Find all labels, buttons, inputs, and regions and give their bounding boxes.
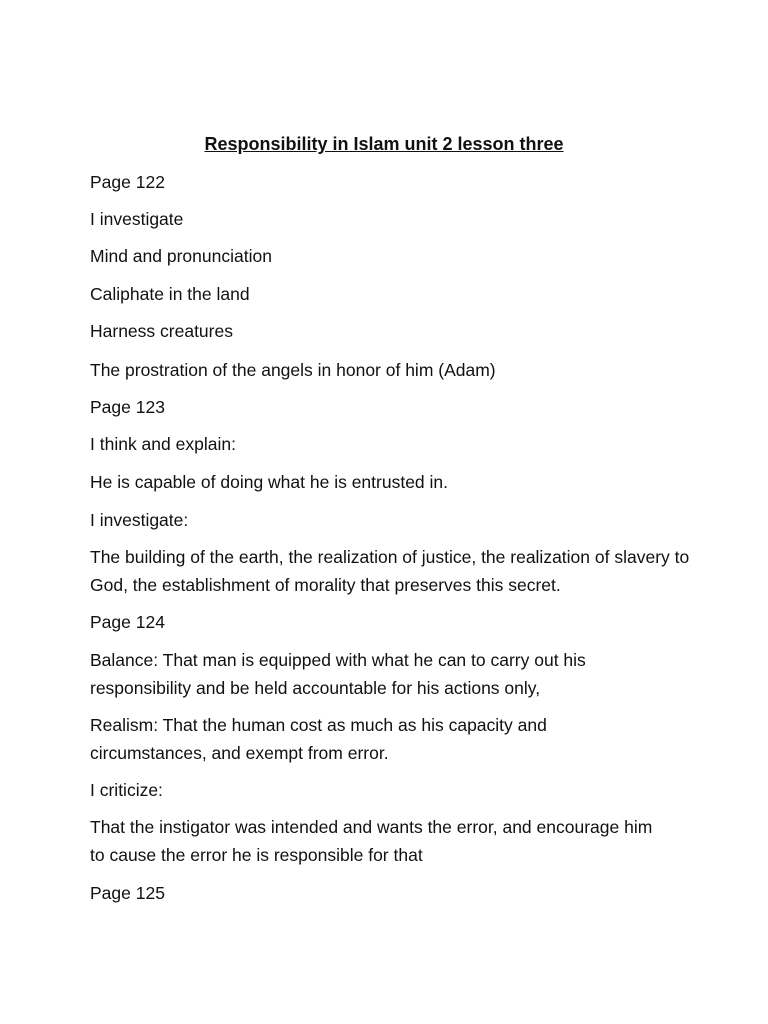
paragraph-page-123: Page 123 bbox=[90, 397, 165, 417]
paragraph-mind-and-pronunciation: Mind and pronunciation bbox=[90, 246, 272, 266]
paragraph-page-122: Page 122 bbox=[90, 172, 165, 192]
paragraph-caliphate: Caliphate in the land bbox=[90, 284, 250, 304]
paragraph-i-criticize: I criticize: bbox=[90, 780, 163, 800]
paragraph-i-investigate-2: I investigate: bbox=[90, 510, 189, 530]
paragraph-realism: Realism: That the human cost as much as his capacity and circumstances, and exempt from error. bbox=[90, 715, 547, 763]
paragraph-balance: Balance: That man is equipped with what he can to carry out his responsibility and be held accountable for his actions only, bbox=[90, 650, 586, 698]
paragraph-capable: He is capable of doing what he is entrusted in. bbox=[90, 472, 448, 492]
paragraph-building-of-earth: The building of the earth, the realization of justice, the realization of slavery to God, the establishment of morality that preserves this secret. bbox=[90, 547, 690, 595]
paragraph-i-investigate: I investigate bbox=[90, 209, 184, 229]
paragraph-harness-creatures: Harness creatures bbox=[90, 321, 233, 341]
paragraph-instigator: That the instigator was intended and wants the error, and encourage him to cause the error he is responsible for that bbox=[90, 817, 653, 865]
paragraph-page-124: Page 124 bbox=[90, 612, 165, 632]
paragraph-prostration: The prostration of the angels in honor of him (Adam) bbox=[90, 360, 496, 380]
paragraph-think-and-explain: I think and explain: bbox=[90, 434, 236, 454]
paragraph-page-125: Page 125 bbox=[90, 883, 165, 903]
document-title: Responsibility in Islam unit 2 lesson three bbox=[204, 134, 564, 154]
